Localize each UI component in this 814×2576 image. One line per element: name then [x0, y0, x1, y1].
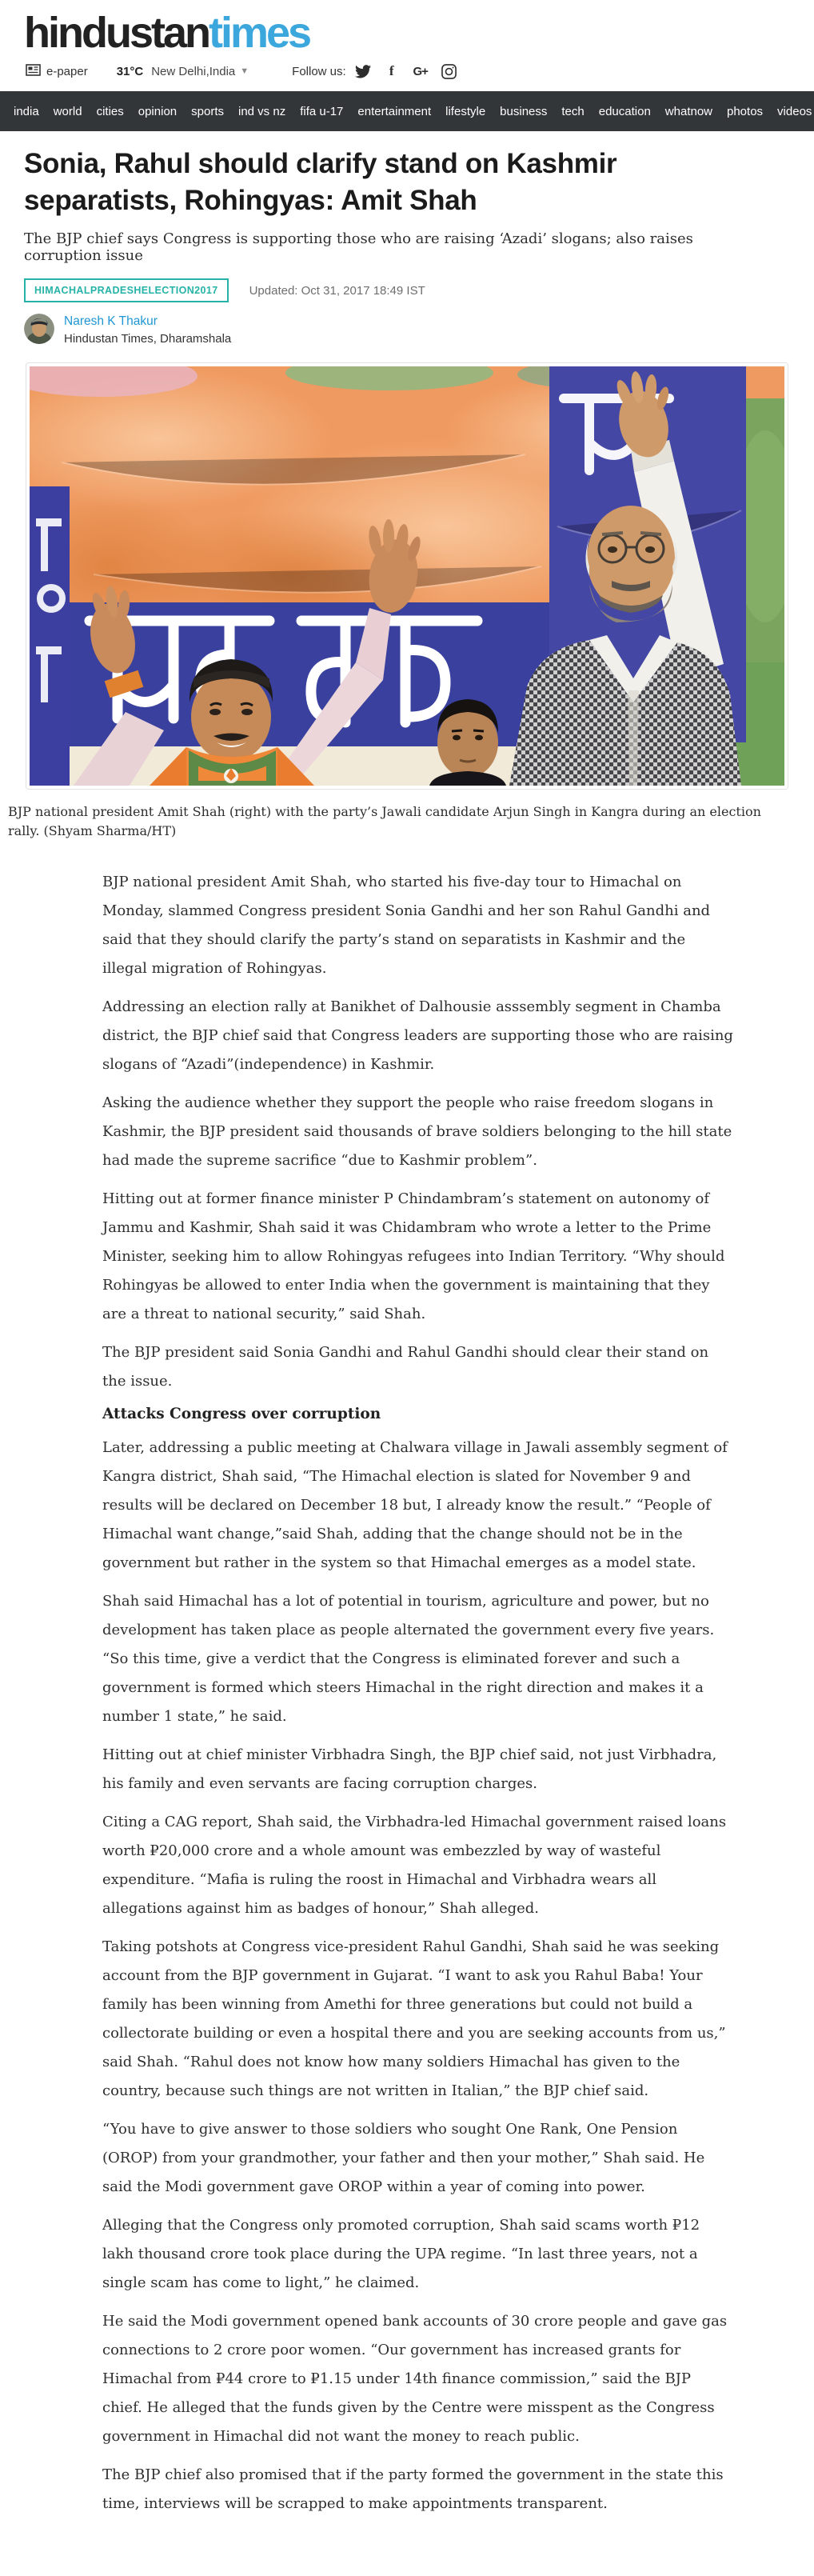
- twitter-icon[interactable]: [354, 62, 372, 80]
- image-caption: BJP national president Amit Shah (right) with the party’s Jawali candidate Arjun Singh in Kangra during an election rally. (Shyam Sharma/HT): [8, 804, 761, 839]
- nav-item-business[interactable]: business: [500, 104, 548, 118]
- article-paragraph: Alleging that the Congress only promoted corruption, Shah said scams worth ₽12 lakh thousand crore took place during the UPA regime. “In last three years, not a single scam has come to light,” he claimed.: [102, 2217, 700, 2292]
- section-subhead: Attacks Congress over corruption: [102, 1406, 381, 1423]
- article-lead-image: [26, 362, 788, 790]
- article-paragraph: “You have to give answer to those soldiers who sought One Rank, One Pension (OROP) from your grandmother, your father and then your mother,” Shah said. He said the Modi government gave OROP within a year of coming into power.: [102, 2121, 705, 2196]
- nav-item-world[interactable]: world: [53, 104, 82, 118]
- logo-part-times: times: [208, 9, 310, 57]
- article-paragraph: Hitting out at former finance minister P Chindambram’s statement on autonomy of Jammu and Kashmir, Shah said it was Chidambram who wrote a letter to the Prime Minister, seeking him to allow Rohingyas refugees into Indian Territory. “Why should Rohingyas be allowed to enter India when the government is maintaining that they are a threat to national security,” said Shah.: [102, 1190, 725, 1323]
- article-paragraph: Hitting out at chief minister Virbhadra Singh, the BJP chief said, not just Virbhadra, his family and even servants are facing corruption charges.: [102, 1746, 717, 1793]
- article-paragraph: The BJP chief also promised that if the party formed the government in the state this time, interviews will be scrapped to make appointments transparent.: [102, 2466, 724, 2513]
- nav-item-videos[interactable]: videos: [777, 104, 812, 118]
- article-paragraph: Later, addressing a public meeting at Chalwara village in Jawali assembly segment of Kangra district, Shah said, “The Himachal election is slated for November 9 and results will be declared on December 18 but, I already know the result.” “People of Himachal want change,”said Shah, adding that the change should not be in the government but rather in the system so that Himachal emerges as a model state.: [102, 1439, 728, 1572]
- article-paragraph: Citing a CAG report, Shah said, the Virbhadra-led Himachal government raised loans worth ₽20,000 crore and a whole amount was embezzled by way of wasteful expenditure. “Mafia is ruling the roost in Himachal and Virbhadra wears all allegations against him as badges of honour,” Shah alleged.: [102, 1814, 727, 1918]
- article-paragraph: He said the Modi government opened bank accounts of 30 crore people and gave gas connections to 2 crore poor women. “Our government has increased grants for Himachal from ₽44 crore to ₽1.15 under 14th finance commission,” said the BJP chief. He alleged that the funds given by the Centre were misspent as the Congress government in Himachal did not want the money to reach public.: [102, 2313, 728, 2446]
- article-subheadline: The BJP chief says Congress is supporting those who are raising ‘Azadi’ slogans; also raises corruption issue: [24, 230, 693, 265]
- nav-item-education[interactable]: education: [598, 104, 651, 118]
- nav-item-photos[interactable]: photos: [727, 104, 764, 118]
- nav-item-whatnow[interactable]: whatnow: [664, 104, 712, 118]
- article-body: [102, 868, 734, 2576]
- nav-item-tech[interactable]: tech: [561, 104, 585, 118]
- author-organisation: Hindustan Times, Dharamshala: [64, 332, 232, 346]
- author-avatar[interactable]: [24, 314, 54, 344]
- logo-part-hindustan: hindustan: [24, 9, 209, 57]
- chevron-down-icon: ▼: [240, 66, 249, 76]
- main-nav: [0, 91, 814, 131]
- epaper-label: e-paper: [46, 64, 88, 78]
- article-paragraph: BJP national president Amit Shah, who started his five-day tour to Himachal on Monday, slammed Congress president Sonia Gandhi and her son Rahul Gandhi and said that they should clarify the party’s stand on separatists in Kashmir and the illegal migration of Rohingyas.: [102, 874, 711, 978]
- topic-tag-badge[interactable]: HIMACHALPRADESHELECTION2017: [24, 278, 229, 302]
- location-label: New Delhi,India: [151, 64, 236, 78]
- google-plus-icon[interactable]: G+: [413, 64, 428, 78]
- nav-item-ind-vs-nz[interactable]: ind vs nz: [238, 104, 286, 118]
- article: [0, 146, 814, 2576]
- article-paragraph: Asking the audience whether they support the people who raise freedom slogans in Kashmir, the BJP president said thousands of brave soldiers belonging to the hill state had made the supreme sacrifice “due to Kashmir problem”.: [102, 1094, 732, 1170]
- page-title: Sonia, Rahul should clarify stand on Kashmir separatists, Rohingyas: Amit Shah: [24, 148, 617, 217]
- nav-item-lifestyle[interactable]: lifestyle: [445, 104, 486, 118]
- article-paragraph: Shah said Himachal has a lot of potential in tourism, agriculture and power, but no development has taken place as people alternated the government every five years. “So this time, give a verdict that the Congress is eliminated forever and such a government is formed which steers Himachal in the right direction and makes it a number 1 state,” he said.: [102, 1593, 715, 1726]
- social-icons-row: [354, 62, 458, 80]
- nav-item-fifa-u-17[interactable]: fifa u-17: [300, 104, 344, 118]
- author-name-link[interactable]: Naresh K Thakur: [64, 314, 158, 329]
- nav-item-sports[interactable]: sports: [191, 104, 224, 118]
- article-paragraph: Taking potshots at Congress vice-president Rahul Gandhi, Shah said he was seeking account from the BJP government in Gujarat. “I want to ask you Rahul Baba! Your family has been winning from Amethi for three generations but could not build a collectorate building or even a hospital there and you are seeking accounts from us,” said Shah. “Rahul does not know how many soldiers Himachal has given to the country, because such things are not written in Italian,” the BJP chief said.: [102, 1938, 726, 2100]
- article-paragraph: The BJP president said Sonia Gandhi and Rahul Gandhi should clear their stand on the issue.: [102, 1344, 709, 1390]
- rally-photo-illustration: [30, 366, 784, 786]
- nav-item-entertainment[interactable]: entertainment: [357, 104, 432, 118]
- temperature: 31°C: [116, 64, 144, 78]
- article-paragraph: Addressing an election rally at Banikhet of Dalhousie asssembly segment in Chamba district, the BJP chief said that Congress leaders are supporting those who are raising slogans of “Azadi”(independence) in Kashmir.: [102, 998, 733, 1074]
- newspaper-icon: [26, 64, 41, 79]
- nav-item-opinion[interactable]: opinion: [138, 104, 178, 118]
- facebook-icon[interactable]: f: [389, 63, 394, 78]
- follow-us-label: Follow us:: [292, 64, 346, 78]
- nav-item-india[interactable]: india: [14, 104, 39, 118]
- epaper-link[interactable]: [26, 64, 88, 79]
- site-header: [0, 0, 814, 80]
- updated-timestamp: Updated: Oct 31, 2017 18:49 IST: [249, 283, 425, 298]
- nav-item-cities[interactable]: cities: [96, 104, 124, 118]
- location-selector[interactable]: [151, 65, 249, 78]
- hindustantimes-logo[interactable]: [24, 9, 310, 57]
- instagram-icon[interactable]: [441, 62, 458, 80]
